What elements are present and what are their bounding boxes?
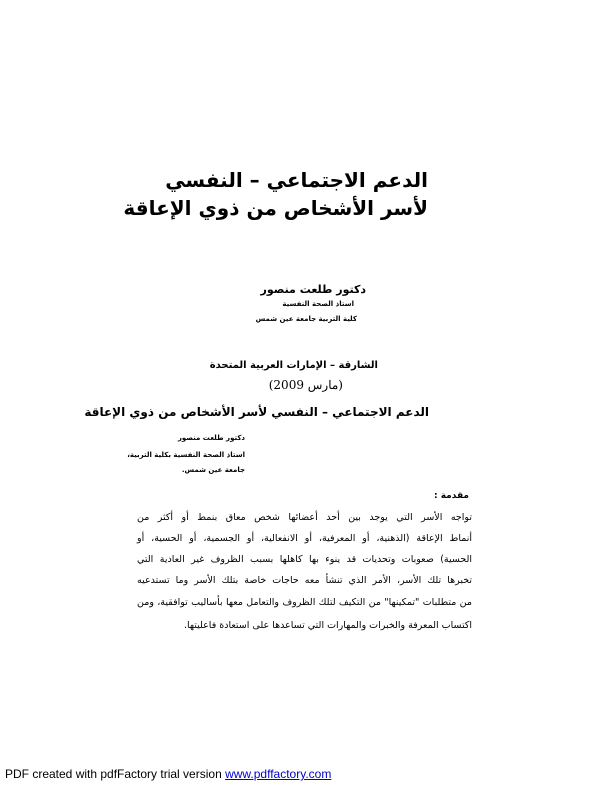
event-date: (مارس 2009) [268, 378, 343, 392]
document-title-line-1: الدعم الاجتماعي – النفسي [165, 168, 428, 192]
footer-link[interactable]: www.pdffactory.com [225, 767, 332, 781]
intro-paragraph-line: تخبرها تلك الأسر، الأمر الذي تنشأ معه حاجات خاصة بتلك الأسر وما تستدعيه [137, 575, 472, 586]
footer-text: PDF created with pdfFactory trial version [5, 767, 226, 781]
author-affiliation: كلية التربية جامعة عين شمس [255, 315, 357, 323]
author-block-affiliation: جامعة عين شمس. [181, 466, 245, 474]
author-position: استاذ الصحة النفسية [282, 300, 354, 308]
intro-paragraph-line: الحسية) صعوبات وتحديات قد ينوء بها كاهلها بسبب الظروف غير العادية التي [137, 554, 472, 565]
document-title-line-2: لأسر الأشخاص من ذوي الإعاقة [123, 196, 428, 220]
pdf-footer [5, 767, 331, 781]
intro-heading: مقدمة : [433, 491, 469, 501]
author-block-position: استاذ الصحة النفسية بكلية التربية، [127, 451, 245, 459]
intro-paragraph-line: تواجه الأسر التي يوجد بين أحد أعضائها شخص معاق بنمط أو أكثر من [137, 512, 472, 523]
author-block-name: دكتور طلعت منصور [177, 434, 245, 442]
paper-subtitle: الدعم الاجتماعي – النفسي لأسر الأشخاص من ذوي الإعاقة [84, 405, 429, 419]
intro-paragraph-line: من متطلبات "تمكينها" من التكيف لتلك الظروف والتعامل معها بأساليب توافقية، ومن [137, 597, 472, 608]
event-location: الشارقة – الإمارات العربية المتحدة [209, 360, 378, 371]
author-name: دكتور طلعت منصور [260, 283, 366, 296]
intro-paragraph-line: أنماط الإعاقة (الذهنية، أو المعرفية، أو الانفعالية، أو الجسمية، أو الحسية، أو [137, 533, 472, 544]
intro-paragraph-line: اكتساب المعرفة والخبرات والمهارات التي تساعدها على استعادة فاعليتها. [183, 620, 472, 631]
